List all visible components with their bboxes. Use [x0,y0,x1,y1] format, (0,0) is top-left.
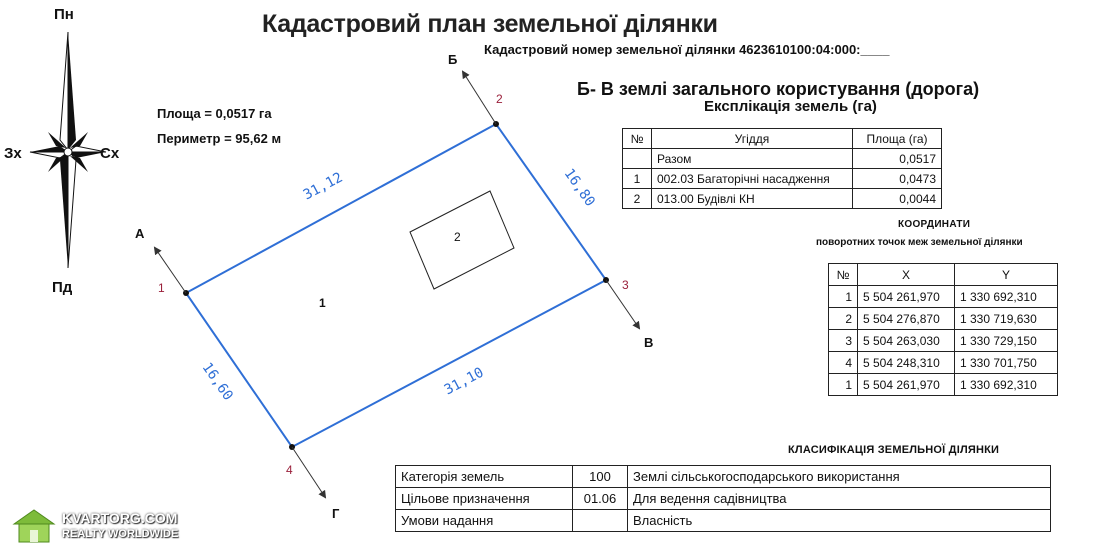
table-cell: 5 504 261,970 [858,286,955,308]
table-cell: Умови надання [396,510,573,532]
classification-title: КЛАСИФІКАЦІЯ ЗЕМЕЛЬНОЇ ДІЛЯНКИ [788,444,1000,456]
table-cell: 1 330 692,310 [955,286,1058,308]
watermark-line2: REALTY WORLDWIDE [62,528,179,540]
table-cell: 1 330 692,310 [955,374,1058,396]
table-cell: Цільове призначення [396,488,573,510]
compass-north: Пн [54,6,74,23]
table-cell: 0,0517 [853,149,942,169]
table-cell: Разом [652,149,853,169]
page-title: Кадастровий план земельної ділянки [262,10,718,38]
side-length-top: 31,12 [300,169,346,204]
building-outline [410,191,514,289]
table-row [623,149,942,169]
table-row [829,330,1058,352]
table-row [829,374,1058,396]
border-note: Б- В землі загального користування (дорога) [577,79,980,99]
table-cell: 2 [623,189,652,209]
parcel-label: 1 [319,296,326,310]
vertex-label-2: 2 [496,92,503,106]
coordinates-table [828,263,1058,396]
side-length-bottom: 31,10 [441,364,487,399]
header-cell: X [858,264,955,286]
table-cell: 5 504 248,310 [858,352,955,374]
table-header-row [623,129,942,149]
vertex-label-1: 1 [158,281,165,295]
table-cell: 1 [623,169,652,189]
area-value: Площа = 0,0517 га [157,106,272,121]
vertex-label-4: 4 [286,463,293,477]
compass-east: Сх [100,145,120,162]
side-length-right: 16,80 [560,165,598,210]
table-row [829,308,1058,330]
header-cell: Площа (га) [853,129,942,149]
header-cell: Y [955,264,1058,286]
table-cell: 5 504 261,970 [858,374,955,396]
building-label: 2 [454,230,461,244]
compass-south: Пд [52,279,73,296]
direction-label-g: Г [332,506,340,521]
compass-west: Зх [4,145,22,162]
table-cell [623,149,652,169]
table-row [623,189,942,209]
explication-title: Експлікація земель (га) [704,98,877,115]
parcel-boundary [186,124,606,447]
table-cell: 100 [573,466,628,488]
table-row [396,466,1051,488]
direction-label-a: А [135,226,145,241]
table-cell: 0,0473 [853,169,942,189]
coordinates-title: КООРДИНАТИ [898,219,971,230]
watermark-line1: KVARTORG.COM [62,510,178,526]
table-row [829,286,1058,308]
table-cell: 013.00 Будівлі КН [652,189,853,209]
direction-label-v: В [644,335,654,350]
table-cell: 4 [829,352,858,374]
table-cell: 3 [829,330,858,352]
classification-table [395,465,1051,532]
vertex-label-3: 3 [622,278,629,292]
table-cell: Категорія земель [396,466,573,488]
table-cell: 1 330 729,150 [955,330,1058,352]
table-cell: 0,0044 [853,189,942,209]
side-length-left: 16,60 [198,359,236,404]
coordinates-subtitle: поворотних точок меж земельної ділянки [816,237,1023,248]
header-cell: № [623,129,652,149]
table-header-row [829,264,1058,286]
table-cell: 01.06 [573,488,628,510]
table-cell: 1 330 719,630 [955,308,1058,330]
table-row [623,169,942,189]
house-logo-icon [10,506,58,546]
table-cell: 1 330 701,750 [955,352,1058,374]
table-cell: Власність [628,510,1051,532]
explication-table [622,128,942,209]
table-cell: 5 504 276,870 [858,308,955,330]
table-cell: 1 [829,374,858,396]
table-row [396,488,1051,510]
table-cell: 1 [829,286,858,308]
cadastral-number: Кадастровий номер земельної ділянки 4623610100:04:000:____ [484,42,890,57]
header-cell: № [829,264,858,286]
direction-label-b: Б [448,52,458,67]
table-row [829,352,1058,374]
table-cell: Землі сільськогосподарського використання [628,466,1051,488]
perimeter-value: Периметр = 95,62 м [157,131,282,146]
table-row [396,510,1051,532]
table-cell: Для ведення садівництва [628,488,1051,510]
table-cell: 5 504 263,030 [858,330,955,352]
header-cell: Угіддя [652,129,853,149]
table-cell: 2 [829,308,858,330]
table-cell: 002.03 Багаторічні насадження [652,169,853,189]
table-cell [573,510,628,532]
